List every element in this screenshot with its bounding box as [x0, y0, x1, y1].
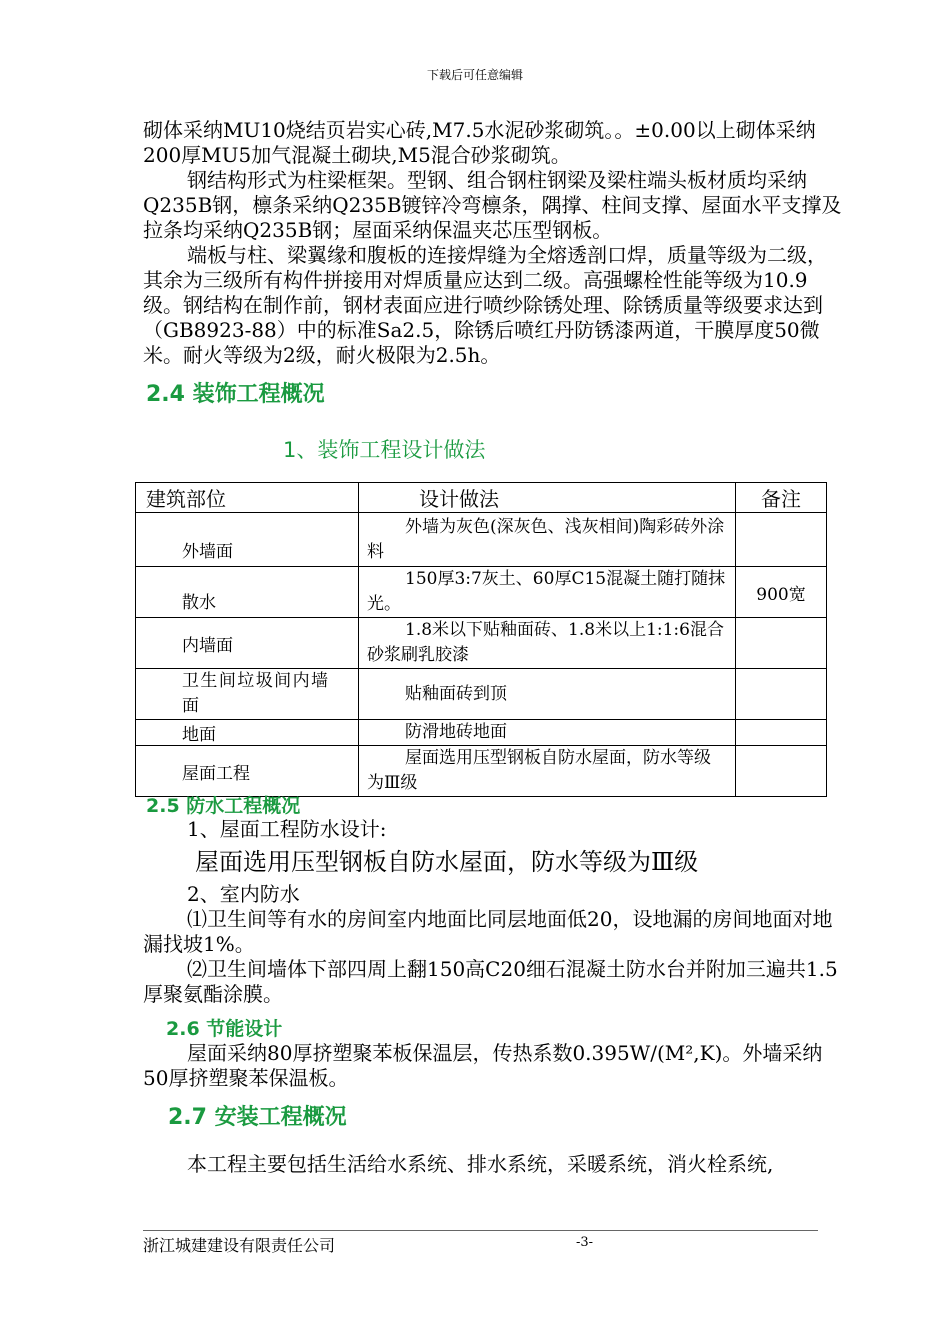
intro-section	[143, 118, 843, 368]
waterproof-item-1-text: 屋面选用压型钢板自防水屋面，防水等级为Ⅲ级	[195, 848, 699, 876]
cell-method: 150厚3:7灰土、60厚C15混凝土随打随抹光。	[359, 567, 736, 618]
cell-note	[736, 513, 827, 567]
cell-method: 屋面选用压型钢板自防水屋面，防水等级为Ⅲ级	[359, 746, 736, 797]
cell-part: 卫生间垃圾间内墙面	[136, 669, 359, 720]
table-row	[136, 567, 827, 618]
cell-note	[736, 746, 827, 797]
energy-section	[143, 1041, 843, 1091]
intro-paragraph-2: 钢结构形式为柱梁框架。型钢、组合钢柱钢梁及梁柱端头板材质均采纳Q235B钢，檩条采纳Q235B镀锌冷弯檩条，隅撑、柱间支撑、屋面水平支撑及拉条均采纳Q235B钢；屋面采纳保温夹芯压型钢板。	[143, 168, 842, 242]
column-header-note: 备注	[736, 483, 827, 513]
footer-page-number: -3-	[576, 1235, 594, 1250]
cell-part: 地面	[136, 720, 359, 746]
table-row	[136, 720, 827, 746]
section-heading-2-5: 2.5 防水工程概况	[146, 795, 301, 817]
table-row	[136, 669, 827, 720]
cell-method: 外墙为灰色(深灰色、浅灰相间)陶彩砖外涂料	[359, 513, 736, 567]
subheading-decoration-design: 1、装饰工程设计做法	[283, 438, 486, 462]
column-header-method: 设计做法	[359, 483, 736, 513]
table-header-row	[136, 483, 827, 513]
section-heading-2-7: 2.7 安装工程概况	[168, 1105, 347, 1130]
energy-text: 屋面采纳80厚挤塑聚苯板保温层，传热系数0.395W/(M²,K)。外墙采纳50厚挤塑聚苯保温板。	[143, 1041, 823, 1090]
cell-part: 散水	[136, 567, 359, 618]
waterproof-section	[143, 817, 843, 1007]
header-note: 下载后可任意编辑	[426, 68, 523, 82]
footer-divider	[143, 1230, 818, 1231]
cell-part: 屋面工程	[136, 746, 359, 797]
cell-note	[736, 720, 827, 746]
cell-note: 900宽	[736, 567, 827, 618]
waterproof-item-2b: ⑵卫生间墙体下部四周上翻150高C20细石混凝土防水台并附加三遍共1.5厚聚氨酯涂膜。	[143, 957, 838, 1006]
intro-paragraph-3: 端板与柱、梁翼缘和腹板的连接焊缝为全熔透剖口焊，质量等级为二级，其余为三级所有构件拼接用对焊质量应达到二级。高强螺栓性能等级为10.9级。钢结构在制作前，钢材表面应进行喷纱除锈处理、除锈质量等级要求达到（GB8923-88）中的标准Sa2.5，除锈后喷红丹防锈漆两道，干膜厚度50微米。耐火等级为2级，耐火极限为2.5h。	[143, 243, 827, 367]
cell-note	[736, 618, 827, 669]
cell-method: 贴釉面砖到顶	[359, 669, 736, 720]
cell-method: 1.8米以下贴釉面砖、1.8米以上1:1:6混合砂浆刷乳胶漆	[359, 618, 736, 669]
waterproof-item-1: 1、屋面工程防水设计:	[187, 817, 387, 841]
column-header-part: 建筑部位	[136, 483, 359, 513]
intro-paragraph-1: 砌体采纳MU10烧结页岩实心砖,M7.5水泥砂浆砌筑。。±0.00以上砌体采纳200厚MU5加气混凝土砌块,M5混合砂浆砌筑。	[143, 118, 816, 167]
decoration-table	[135, 482, 827, 797]
install-text: 本工程主要包括生活给水系统、排水系统，采暖系统，消火栓系统,	[187, 1152, 774, 1176]
cell-method: 防滑地砖地面	[359, 720, 736, 746]
table-row	[136, 746, 827, 797]
section-heading-2-4: 2.4 装饰工程概况	[146, 382, 325, 407]
cell-part: 外墙面	[136, 513, 359, 567]
footer-company: 浙江城建建设有限责任公司	[143, 1236, 336, 1255]
install-section	[143, 1152, 843, 1177]
cell-note	[736, 669, 827, 720]
section-heading-2-6: 2.6 节能设计	[166, 1018, 283, 1040]
table-row	[136, 618, 827, 669]
table-row	[136, 513, 827, 567]
cell-part: 内墙面	[136, 618, 359, 669]
waterproof-item-2: 2、室内防水	[187, 882, 300, 906]
waterproof-item-2a: ⑴卫生间等有水的房间室内地面比同层地面低20，设地漏的房间地面对地漏找坡1%。	[143, 907, 833, 956]
